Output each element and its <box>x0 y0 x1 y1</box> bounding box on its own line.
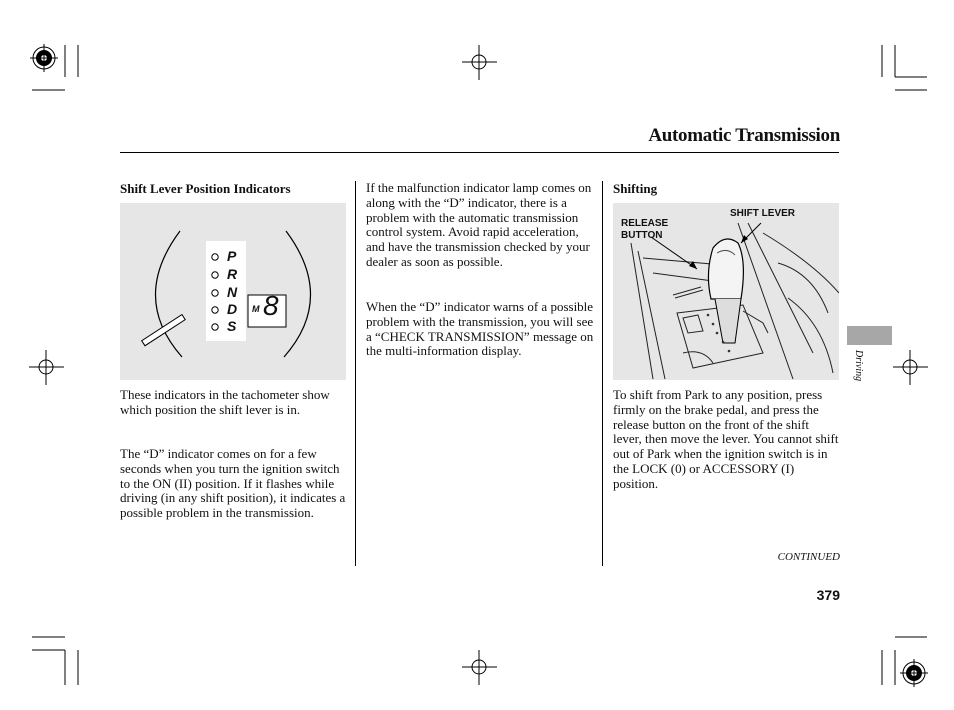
middle-paragraph-2: When the “D” indicator warns of a possible problem with the transmission, you will see a “CHECK TRANSMISSION” message on the multi-information display. <box>366 299 594 359</box>
indicator-d: D <box>227 301 238 317</box>
title-rule <box>120 152 839 153</box>
gear-mode-letter: M <box>252 304 260 314</box>
right-heading: Shifting <box>613 181 658 196</box>
middle-paragraph-1: If the malfunction indicator lamp comes on along with the “D” indicator, there is a problem with the automatic transmission control system. Avoid rapid acceleration, and have the transmission checked by your dealer as soon as possible. <box>366 180 592 269</box>
column-divider-left <box>355 181 356 566</box>
shift-lever-callout: SHIFT LEVER <box>730 208 796 219</box>
gear-digit: 8 <box>263 290 279 321</box>
left-paragraph-1: These indicators in the tachometer show which position the shift lever is in. <box>120 387 330 417</box>
column-divider-right <box>602 181 603 566</box>
chapter-tab <box>847 326 892 345</box>
indicator-n: N <box>227 284 238 300</box>
right-paragraph-1: To shift from Park to any position, press firmly on the brake pedal, and press the release button on the front of the shift lever, then move the lever. You cannot shift out of Park when the ignition switch is in the LOCK (0) or ACCESSORY (I) position. <box>613 387 839 491</box>
indicator-p: P <box>227 248 237 264</box>
left-heading: Shift Lever Position Indicators <box>120 181 291 196</box>
continued-label: CONTINUED <box>777 551 840 563</box>
shift-indicator-figure <box>120 203 346 380</box>
release-button-callout-line2: BUTTON <box>621 230 663 241</box>
section-title: Automatic Transmission <box>648 125 840 146</box>
shift-lever-figure <box>613 203 839 380</box>
indicator-r: R <box>227 266 238 282</box>
page-number: 379 <box>816 587 840 603</box>
release-button-callout-line1: RELEASE <box>621 218 669 229</box>
indicator-s: S <box>227 318 237 334</box>
chapter-tab-label: Driving <box>853 350 864 382</box>
left-paragraph-2: The “D” indicator comes on for a few seconds when you turn the ignition switch to the ON (II) position. If it flashes while driving (in any shift position), it indicates a possible problem in the transmission. <box>120 446 346 521</box>
